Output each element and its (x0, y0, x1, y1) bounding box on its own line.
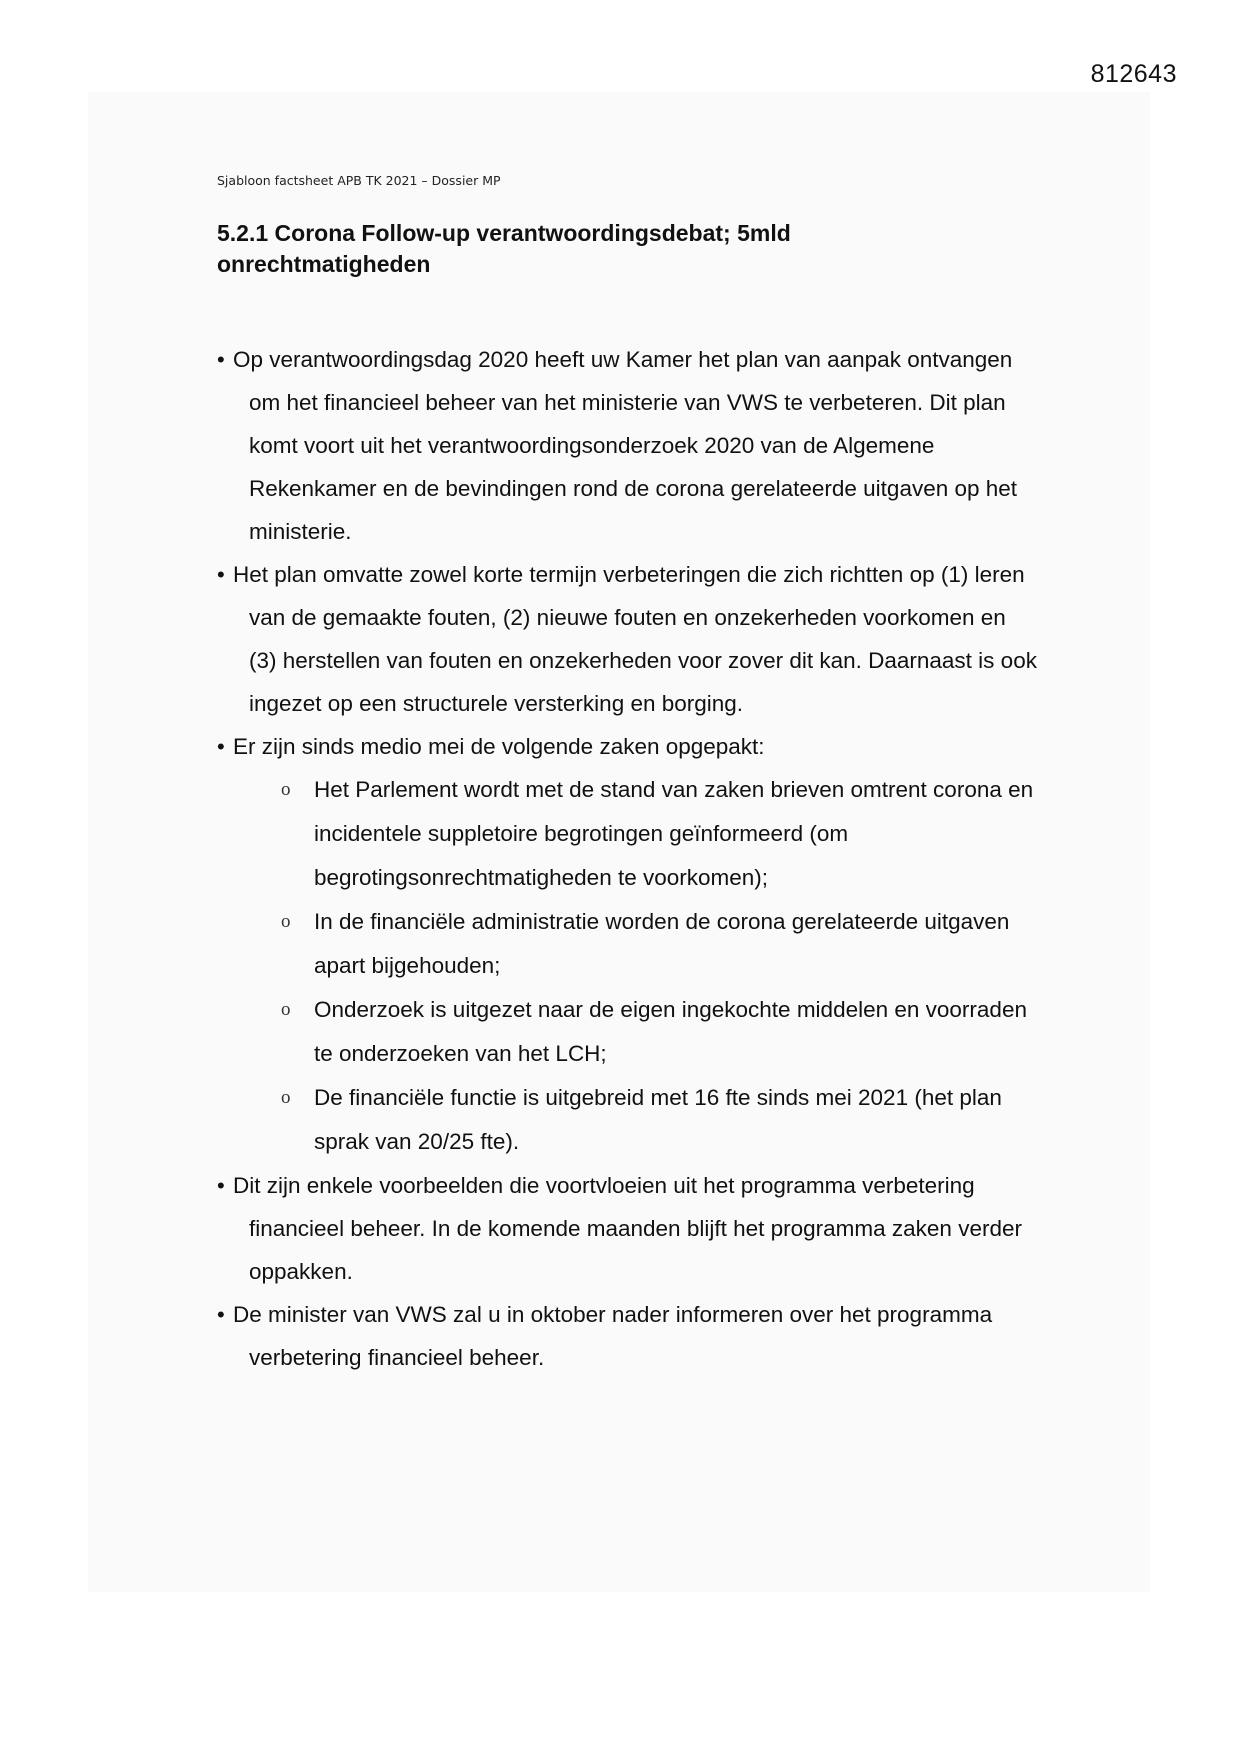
bullet-list (217, 338, 1037, 768)
bullet-icon: • (217, 734, 225, 759)
document-number: 812643 (1090, 60, 1177, 88)
bullet-text: Dit zijn enkele voorbeelden die voortvloeien uit het programma verbetering financieel beheer. In de komende maanden blijft het programma zaken verder oppakken. (233, 1173, 1022, 1284)
list-item (217, 338, 1037, 553)
document-body (217, 338, 1037, 1379)
sub-item-text: Onderzoek is uitgezet naar de eigen ingekochte middelen en voorraden te onderzoeken van het LCH; (314, 997, 1027, 1066)
sub-list-item (281, 900, 1037, 988)
sub-list-item (281, 1076, 1037, 1164)
circle-bullet-icon: o (281, 1087, 291, 1108)
bullet-text: De minister van VWS zal u in oktober nader informeren over het programma verbetering financieel beheer. (233, 1302, 993, 1370)
list-item (217, 1293, 1037, 1379)
bullet-icon: • (217, 347, 225, 372)
template-header: Sjabloon factsheet APB TK 2021 – Dossier MP (217, 173, 501, 188)
sub-list-item (281, 768, 1037, 900)
list-item (217, 553, 1037, 725)
circle-bullet-icon: o (281, 779, 291, 800)
bullet-icon: • (217, 562, 225, 587)
circle-bullet-icon: o (281, 911, 291, 932)
bullet-text: Er zijn sinds medio mei de volgende zaken opgepakt: (233, 734, 765, 759)
sub-item-text: Het Parlement wordt met de stand van zaken brieven omtrent corona en incidentele suppletoire begrotingen geïnformeerd (om begrotingsonrechtmatigheden te voorkomen); (314, 777, 1034, 890)
bullet-text: Op verantwoordingsdag 2020 heeft uw Kamer het plan van aanpak ontvangen om het financieel beheer van het ministerie van VWS te verbeteren. Dit plan komt voort uit het verantwoordingsonderzoek 2020 van de Algemene Rekenkamer en de bevindingen rond de corona gerelateerde uitgaven op het ministerie. (233, 347, 1018, 544)
sub-list-item (281, 988, 1037, 1076)
sub-item-text: De financiële functie is uitgebreid met 16 fte sinds mei 2021 (het plan sprak van 20/25 fte). (314, 1085, 1002, 1154)
list-item (217, 1164, 1037, 1293)
bullet-list (217, 1164, 1037, 1379)
section-title: 5.2.1 Corona Follow-up verantwoordingsdebat; 5mld onrechtmatigheden (217, 220, 791, 277)
bullet-icon: • (217, 1173, 225, 1198)
circle-bullet-icon: o (281, 999, 291, 1020)
list-item (217, 725, 1037, 768)
bullet-icon: • (217, 1302, 225, 1327)
sub-item-text: In de financiële administratie worden de corona gerelateerde uitgaven apart bijgehouden; (314, 909, 1010, 978)
sub-list (217, 768, 1037, 1164)
bullet-text: Het plan omvatte zowel korte termijn verbeteringen die zich richtten op (1) leren van de gemaakte fouten, (2) nieuwe fouten en onzekerheden voorkomen en (3) herstellen van fouten en onzekerheden voor zover dit kan. Daarnaast is ook ingezet op een structurele versterking en borging. (233, 562, 1037, 716)
